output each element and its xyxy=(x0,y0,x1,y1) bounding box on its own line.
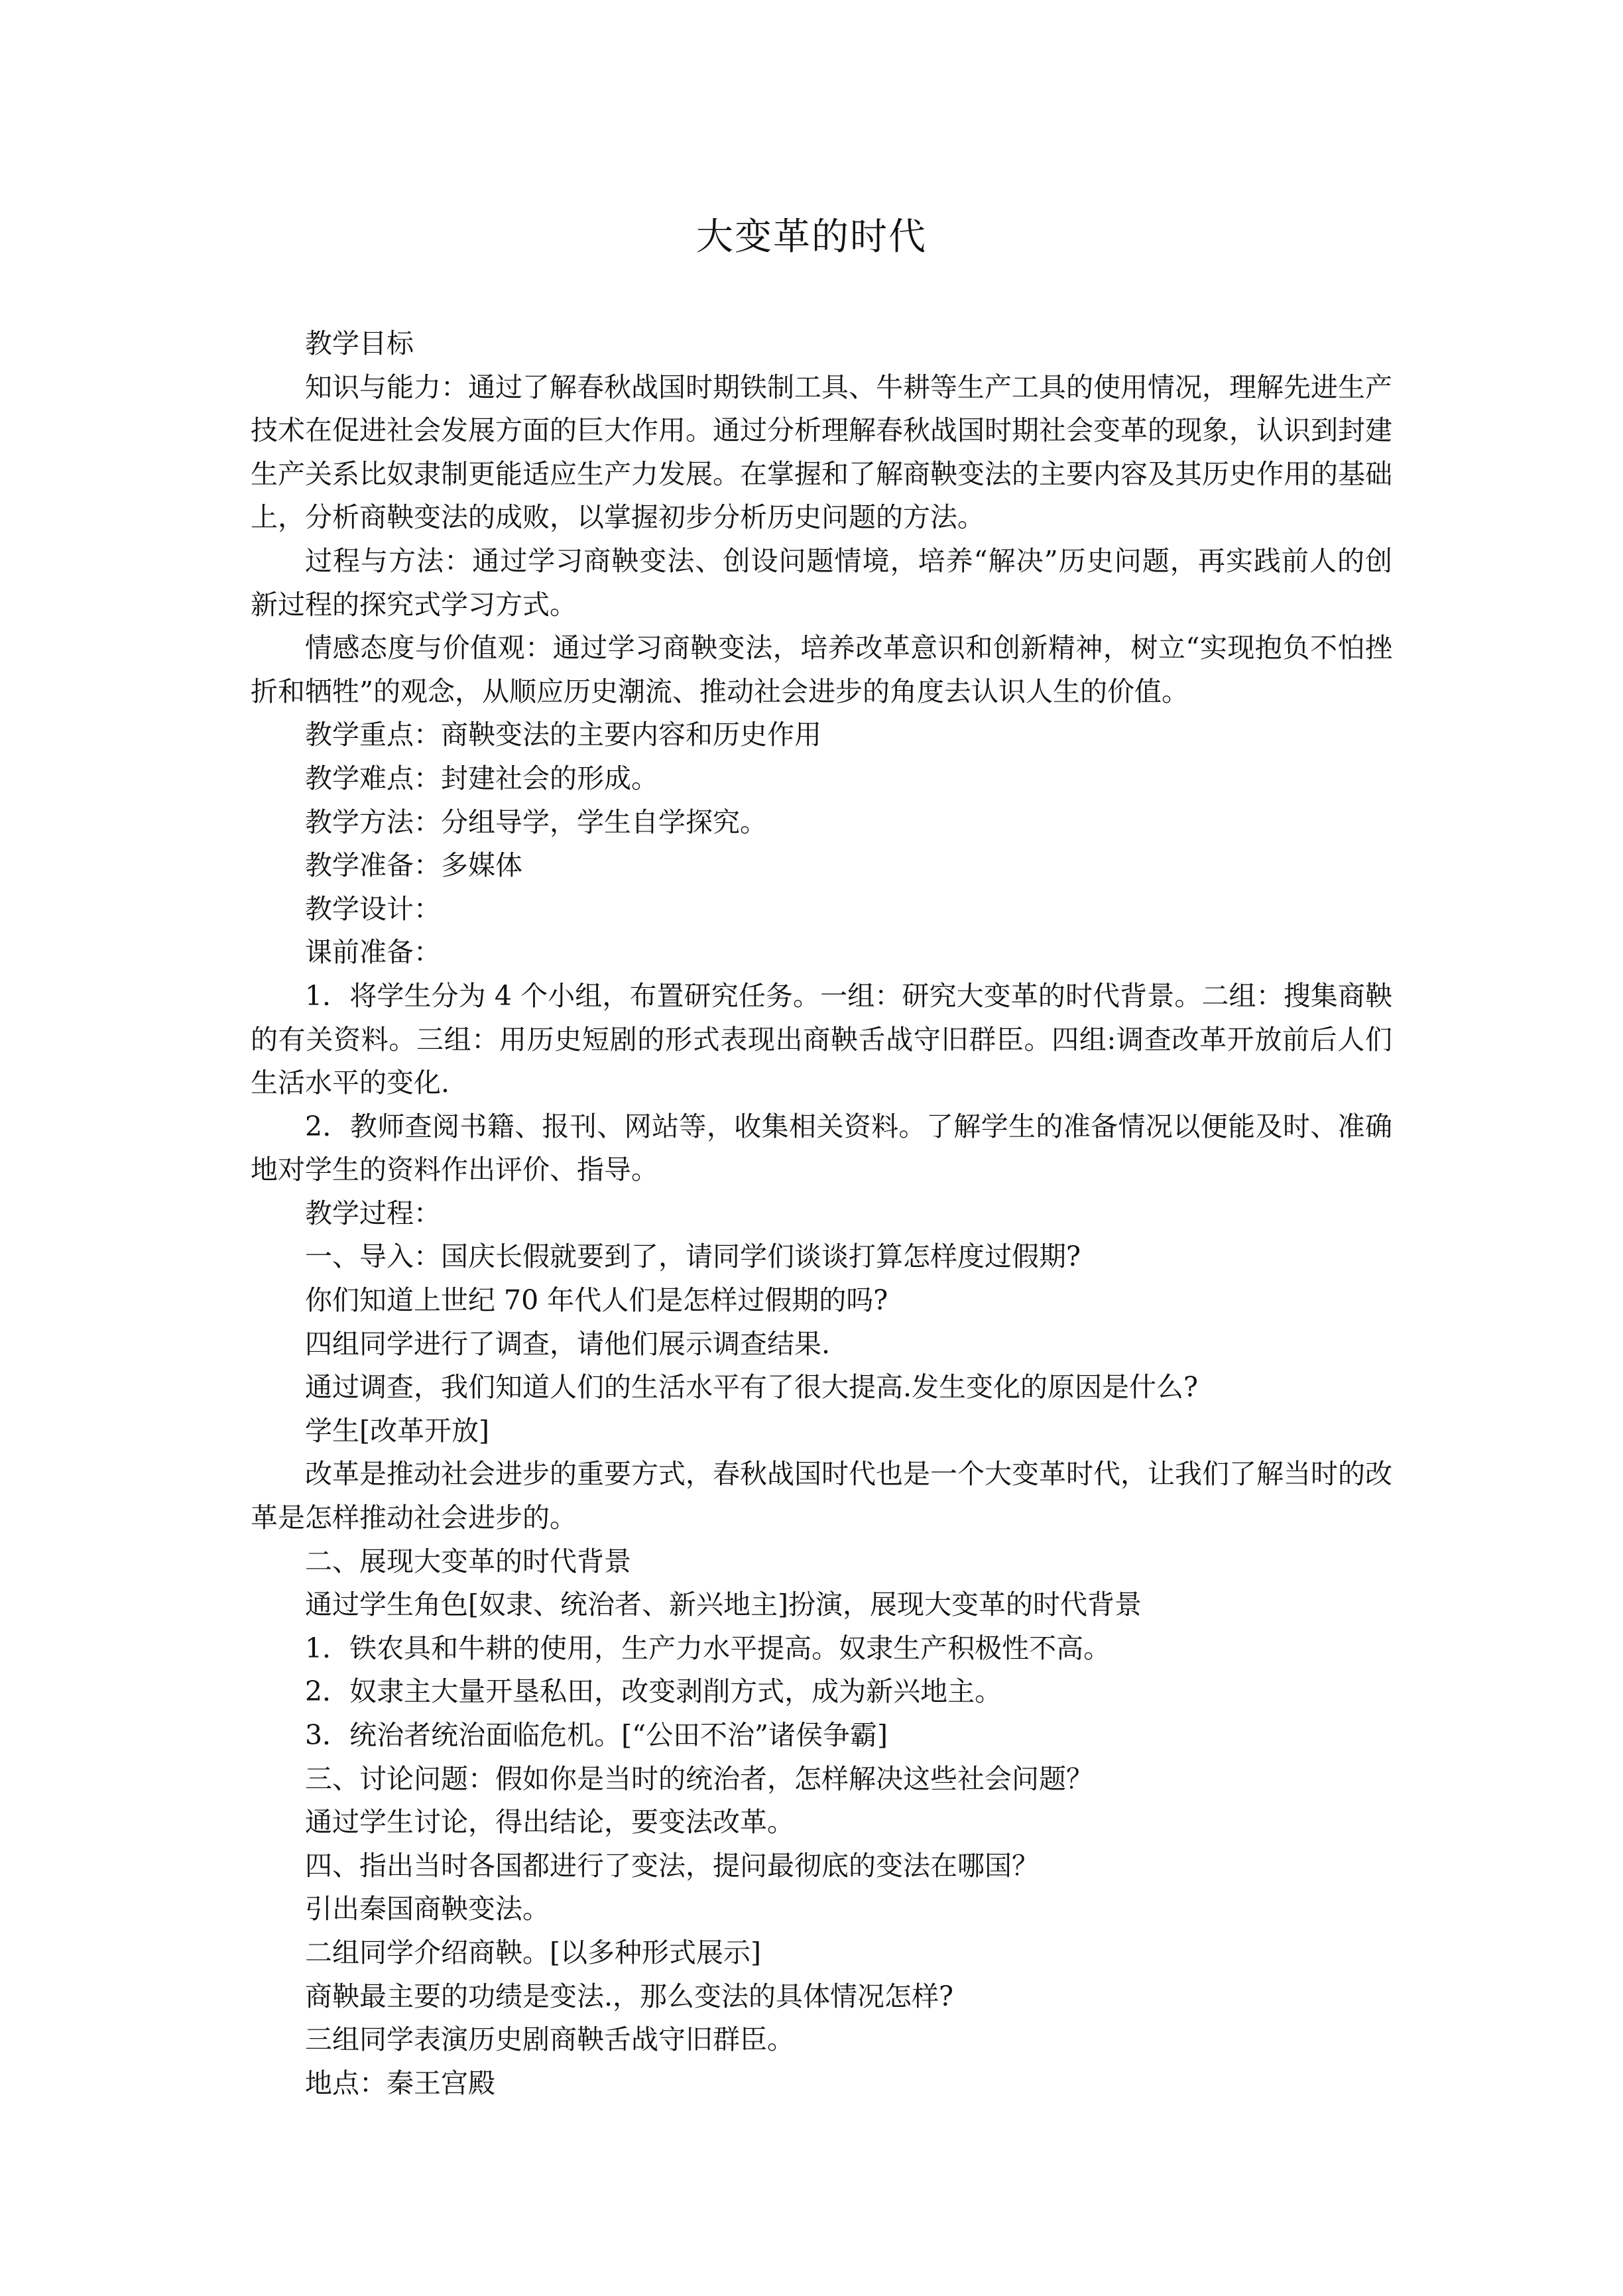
paragraph: 引出秦国商鞅变法。 xyxy=(305,1893,550,1925)
paragraph-design: 教学设计： xyxy=(305,892,441,925)
list-item: 1．将学生分为 4 个小组，布置研究任务。一组：研究大变革的时代背景。二组：搜集商鞅的有关资料。三组：用历史短剧的形式表现出商鞅舌战守旧群臣。四组:调查改革开放前后人们生活水平的变化. xyxy=(251,979,1392,1099)
list-item: 2．教师查阅书籍、报刊、网站等，收集相关资料。了解学生的准备情况以便能及时、准确地对学生的资料作出评价、指导。 xyxy=(251,1110,1392,1186)
document-body xyxy=(251,322,1392,2105)
section-background: 二、展现大变革的时代背景 xyxy=(305,1545,631,1577)
paragraph-preparation: 教学准备：多媒体 xyxy=(305,849,522,882)
paragraph: 你们知道上世纪 70 年代人们是怎样过假期的吗? xyxy=(305,1284,888,1317)
list-item: 3．统治者统治面临危机。[“公田不治”诸侯争霸] xyxy=(305,1719,888,1751)
paragraph: 通过学生角色[奴隶、统治者、新兴地主]扮演，展现大变革的时代背景 xyxy=(305,1589,1142,1621)
paragraph: 通过学生讨论，得出结论，要变法改革。 xyxy=(305,1806,794,1839)
section-discussion: 三、讨论问题：假如你是当时的统治者，怎样解决这些社会问题？ xyxy=(305,1762,1093,1795)
paragraph: 三组同学表演历史剧商鞅舌战守旧群臣。 xyxy=(305,2024,794,2056)
paragraph-pre-class: 课前准备： xyxy=(305,936,441,969)
paragraph: 商鞅最主要的功绩是变法.，那么变法的具体情况怎样? xyxy=(305,1980,954,2012)
section-intro: 一、导入：国庆长假就要到了，请同学们谈谈打算怎样度过假期? xyxy=(305,1240,1081,1273)
paragraph: 二组同学介绍商鞅。[以多种形式展示] xyxy=(305,1936,761,1968)
paragraph: 改革是推动社会进步的重要方式，春秋战国时代也是一个大变革时代，让我们了解当时的改革是怎样推动社会进步的。 xyxy=(251,1458,1392,1534)
section-reform: 四、指出当时各国都进行了变法，提问最彻底的变法在哪国？ xyxy=(305,1849,1039,1882)
paragraph-key-point: 教学重点：商鞅变法的主要内容和历史作用 xyxy=(305,719,821,751)
list-item: 1．铁农具和牛耕的使用，生产力水平提高。奴隶生产积极性不高。 xyxy=(305,1632,1111,1664)
paragraph: 学生[改革开放] xyxy=(305,1414,489,1447)
paragraph: 四组同学进行了调查，请他们展示调查结果. xyxy=(305,1327,831,1360)
paragraph-attitude-values: 情感态度与价值观：通过学习商鞅变法，培养改革意识和创新精神，树立“实现抱负不怕挫折和牺牲”的观念，从顺应历史潮流、推动社会进步的角度去认识人生的价值。 xyxy=(251,632,1392,707)
paragraph: 通过调查，我们知道人们的生活水平有了很大提高.发生变化的原因是什么? xyxy=(305,1371,1199,1404)
paragraph-location: 地点：秦王宫殿 xyxy=(305,2067,495,2099)
paragraph-process: 教学过程： xyxy=(305,1197,441,1229)
document-title: 大变革的时代 xyxy=(696,215,927,259)
paragraph-process-method: 过程与方法：通过学习商鞅变法、创设问题情境，培养“解决”历史问题，再实践前人的创新过程的探究式学习方式。 xyxy=(251,544,1392,621)
paragraph-knowledge-ability: 知识与能力：通过了解春秋战国时期铁制工具、牛耕等生产工具的使用情况，理解先进生产技术在促进社会发展方面的巨大作用。通过分析理解春秋战国时期社会变革的现象，认识到封建生产关系比奴隶制更能适应生产力发展。在掌握和了解商鞅变法的主要内容及其历史作用的基础上，分析商鞅变法的成败，以掌握初步分析历史问题的方法。 xyxy=(251,371,1392,534)
heading-teaching-goals: 教学目标 xyxy=(305,328,414,359)
paragraph-difficulty: 教学难点：封建社会的形成。 xyxy=(305,762,658,794)
list-item: 2．奴隶主大量开垦私田，改变剥削方式，成为新兴地主。 xyxy=(305,1675,1002,1708)
paragraph-method: 教学方法：分组导学，学生自学探究。 xyxy=(305,806,767,838)
